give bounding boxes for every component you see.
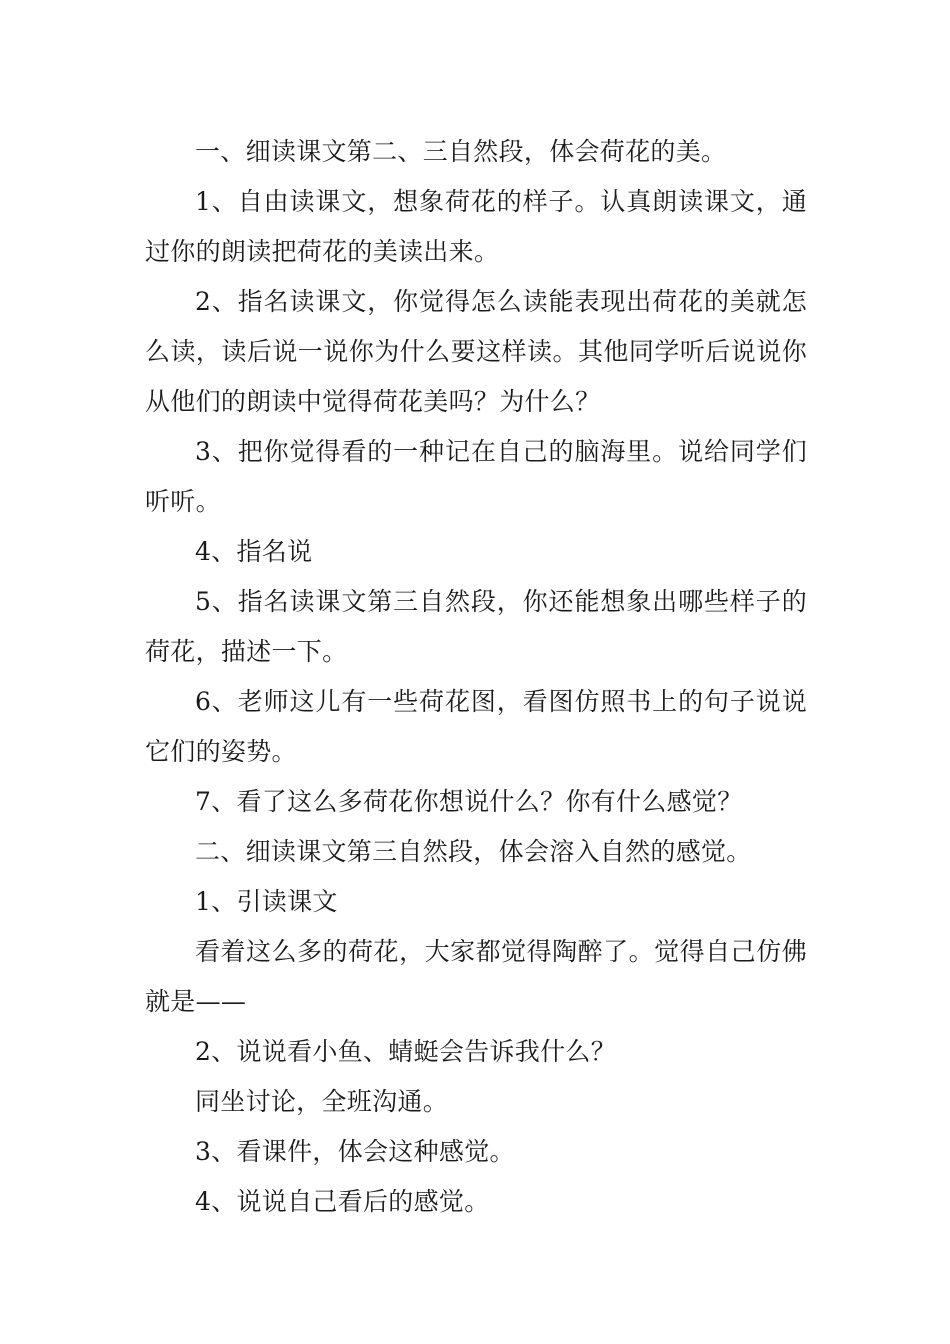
paragraph-step-3: 3、看课件，体会这种感觉。 [195, 1137, 515, 1166]
document-body [145, 127, 807, 1227]
paragraph-quote: 看着这么多的荷花，大家都觉得陶醉了。觉得自己仿佛就是—— [145, 937, 807, 1016]
section-heading-1: 一、细读课文第二、三自然段，体会荷花的美。 [195, 137, 727, 166]
paragraph-step-1: 1、自由读课文，想象荷花的样子。认真朗读课文，通过你的朗读把荷花的美读出来。 [145, 187, 807, 266]
paragraph-step-1: 1、引读课文 [195, 887, 338, 916]
paragraph-note: 同坐讨论，全班沟通。 [195, 1087, 449, 1116]
paragraph-step-2: 2、指名读课文，你觉得怎么读能表现出荷花的美就怎么读，读后说一说你为什么要这样读。其他同学听后说说你从他们的朗读中觉得荷花美吗？为什么？ [145, 287, 807, 416]
paragraph-step-4: 4、说说自己看后的感觉。 [195, 1187, 490, 1216]
paragraph-step-7: 7、看了这么多荷花你想说什么？你有什么感觉？ [195, 787, 743, 816]
paragraph-step-5: 5、指名读课文第三自然段，你还能想象出哪些样子的荷花，描述一下。 [145, 587, 807, 666]
paragraph-step-2: 2、说说看小鱼、蜻蜓会告诉我什么？ [195, 1037, 617, 1066]
paragraph-step-3: 3、把你觉得看的一种记在自己的脑海里。说给同学们听听。 [145, 437, 807, 516]
paragraph-step-4: 4、指名说 [195, 537, 313, 566]
paragraph-step-6: 6、老师这儿有一些荷花图，看图仿照书上的句子说说它们的姿势。 [145, 687, 807, 766]
section-heading-2: 二、细读课文第三自然段，体会溶入自然的感觉。 [195, 837, 752, 866]
